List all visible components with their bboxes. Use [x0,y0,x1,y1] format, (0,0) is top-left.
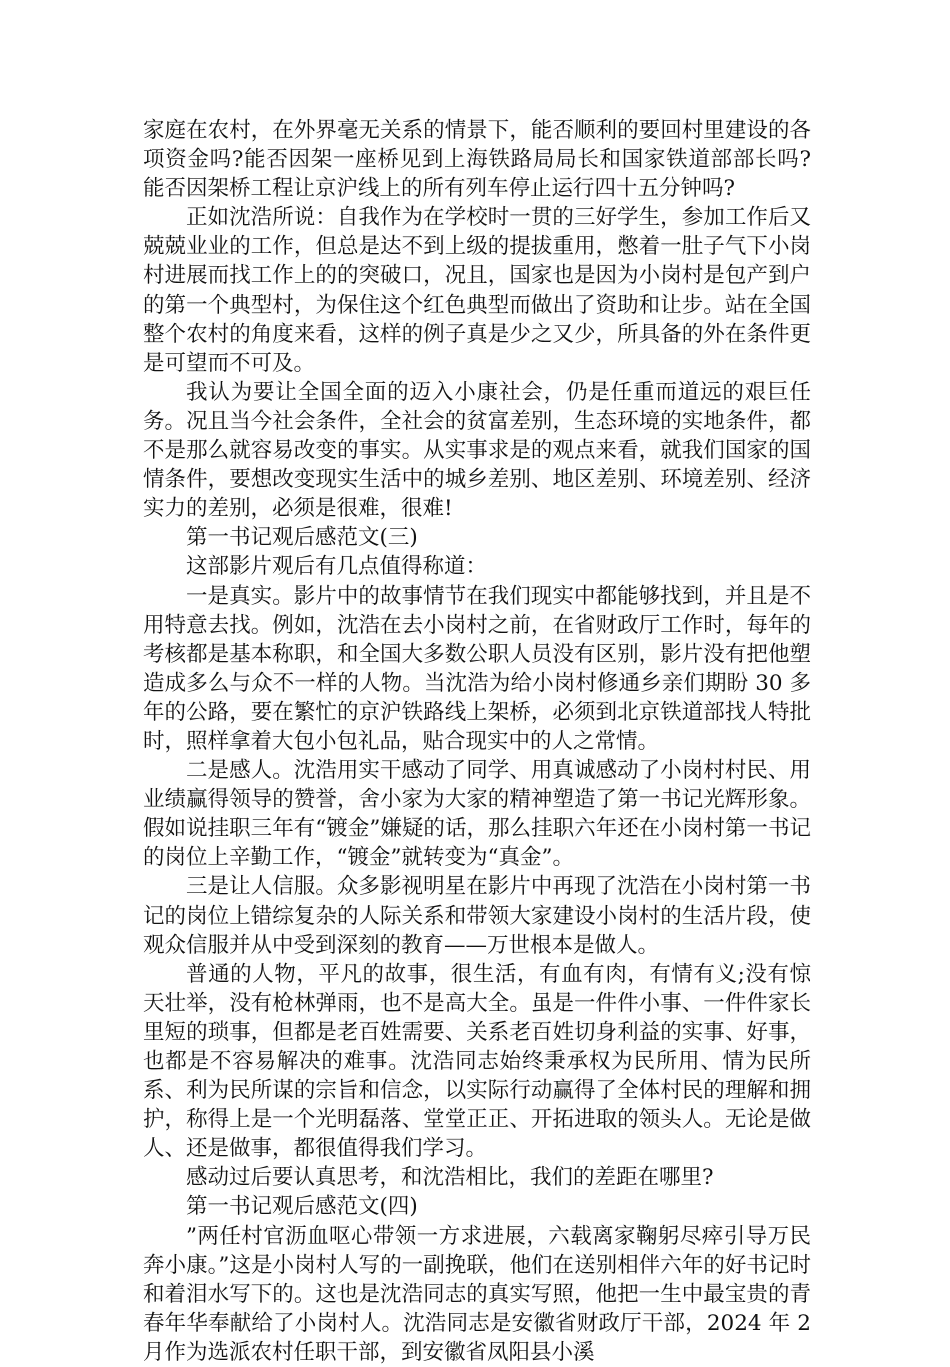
paragraph-point-3: 三是让人信服。众多影视明星在影片中再现了沈浩在小岗村第一书记的岗位上错综复杂的人际关系和带领大家建设小岗村的生活片段，使观众信服并从中受到深刻的教育——万世根本是做人。 [143,874,811,958]
paragraph-couplet: ”两任村官沥血呕心带领一方求进展，六载离家鞠躬尽瘁引导万民奔小康。”这是小岗村人写的一副挽联，他们在送别相伴六年的好书记时和着泪水写下的。这也是沈浩同志的真实写照，他把一生中最宝贵的青春年华奉献给了小岗村人。沈浩同志是安徽省财政厅干部，2024 年 2 月作为选派农村任职干部，到安徽省凤阳县小溪 [143,1223,811,1365]
section-heading-4: 第一书记观后感范文(四) [186,1194,418,1220]
paragraph-point-2: 二是感人。沈浩用实干感动了同学、用真诚感动了小岗村村民、用业绩赢得领导的赞誉，舍小家为大家的精神塑造了第一书记光辉形象。假如说挂职三年有“镀金”嫌疑的话，那么挂职六年还在小岗村第一书记的岗位上辛勤工作，“镀金”就转变为“真金”。 [143,758,811,871]
paragraph-ordinary: 普通的人物，平凡的故事，很生活，有血有肉，有情有义;没有惊天壮举，没有枪林弹雨，也不是高大全。虽是一件件小事、一件件家长里短的琐事，但都是老百姓需要、关系老百姓切身利益的实事、好事，也都是不容易解决的难事。沈浩同志始终秉承权为民所用、情为民所系、利为民所谋的宗旨和信念，以实际行动赢得了全体村民的理解和拥护，称得上是一个光明磊落、堂堂正正、开拓进取的领头人。无论是做人、还是做事，都很值得我们学习。 [143,961,811,1162]
paragraph-1: 家庭在农村，在外界毫无关系的情景下，能否顺利的要回村里建设的各项资金吗?能否因架一座桥见到上海铁路局局长和国家铁道部部长吗?能否因架桥工程让京沪线上的所有列车停止运行四十五分钟吗? [143,118,811,202]
paragraph-point-1: 一是真实。影片中的故事情节在我们现实中都能够找到，并且是不用特意去找。例如，沈浩在去小岗村之前，在省财政厅工作时，每年的考核都是基本称职，和全国大多数公职人员没有区别，影片没有把他塑造成多么与众不一样的人物。当沈浩为给小岗村修通乡亲们期盼 30 多年的公路，要在繁忙的京沪铁路线上架桥，必须到北京铁道部找人特批时，照样拿着大包小包礼品，贴合现实中的人之常情。 [143,583,811,754]
section-heading-3: 第一书记观后感范文(三) [186,525,418,551]
document-page [143,116,811,1367]
paragraph-3: 我认为要让全国全面的迈入小康社会，仍是任重而道远的艰巨任务。况且当今社会条件，全社会的贫富差别，生态环境的实地条件，都不是那么就容易改变的事实。从实事求是的观点来看，就我们国家的国情条件，要想改变现实生活中的城乡差别、地区差别、环境差别、经济实力的差别，必须是很难，很难! [143,379,811,522]
paragraph-2: 正如沈浩所说：自我作为在学校时一贯的三好学生，参加工作后又兢兢业业的工作，但总是达不到上级的提拔重用，憋着一肚子气下小岗村进展而找工作上的的突破口，况且，国家也是因为小岗村是包产到户的第一个典型村，为保住这个红色典型而做出了资助和让步。站在全国整个农村的角度来看，这样的例子真是少之又少，所具备的外在条件更是可望而不可及。 [143,205,811,376]
paragraph-reflection: 感动过后要认真思考，和沈浩相比，我们的差距在哪里? [186,1165,714,1191]
paragraph-intro: 这部影片观后有几点值得称道： [186,554,488,580]
